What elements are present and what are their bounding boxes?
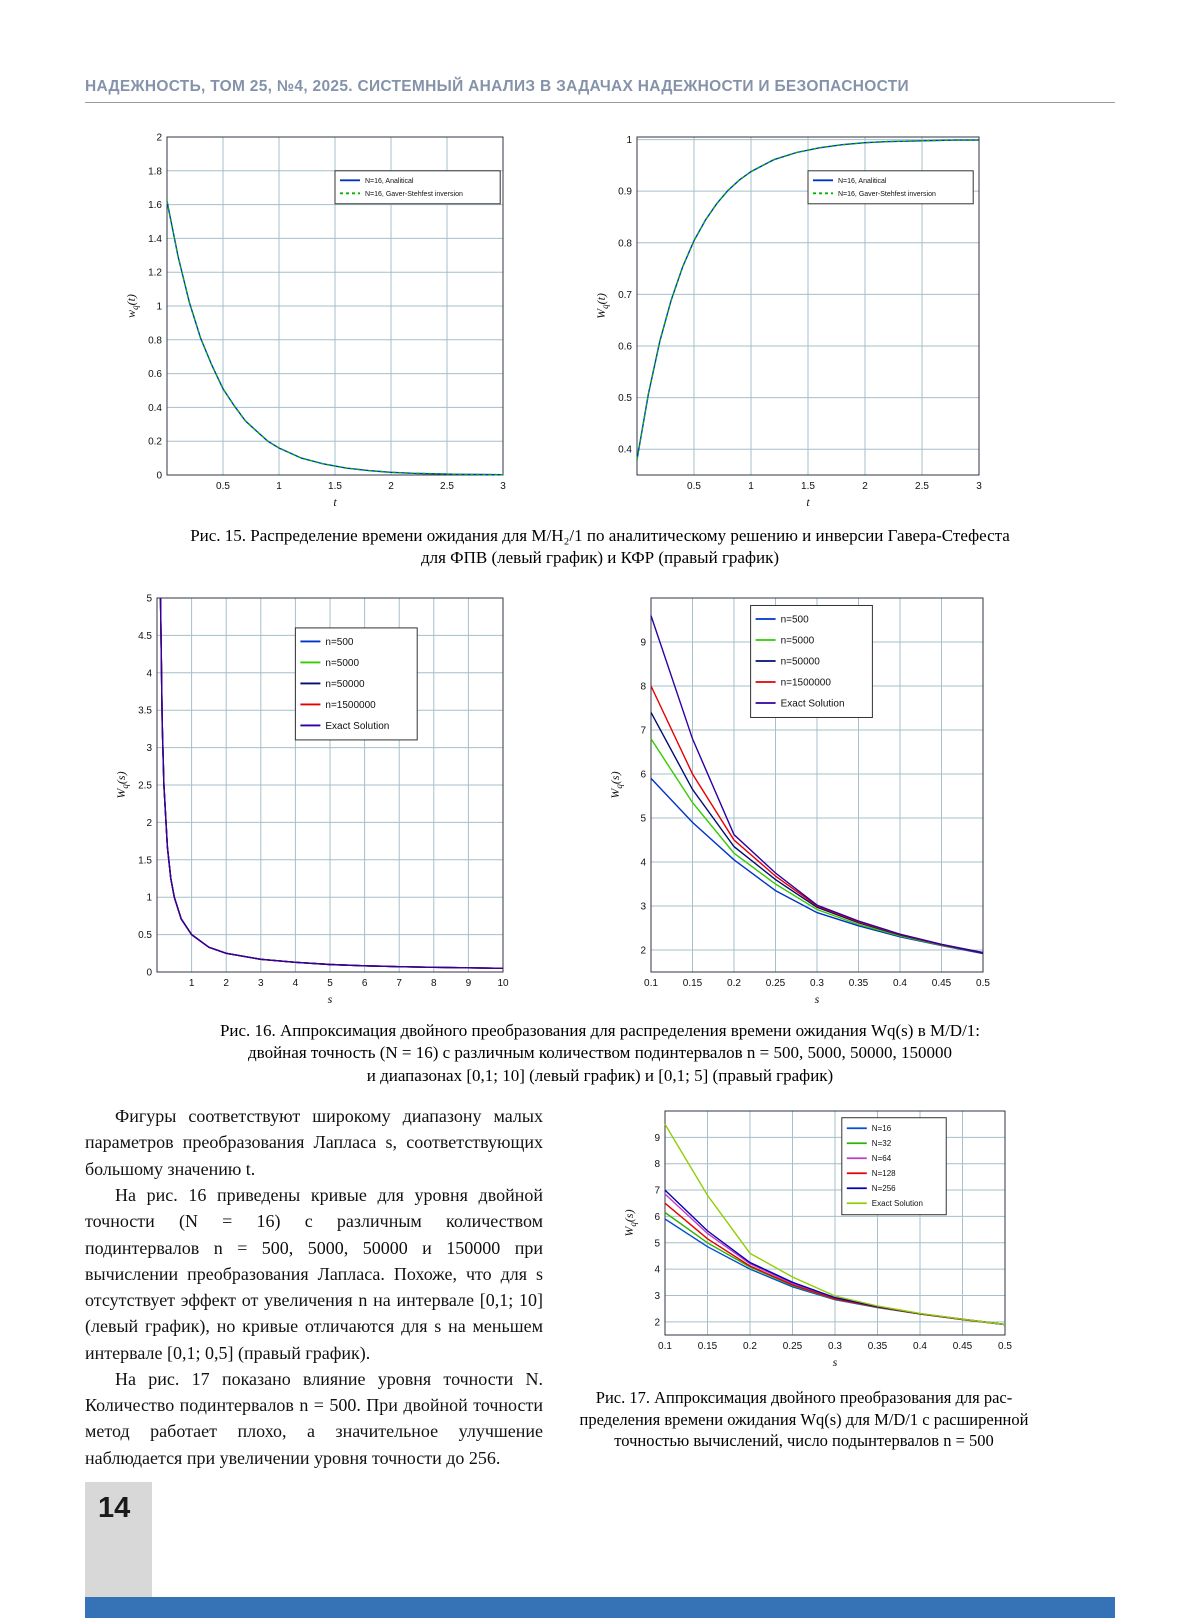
svg-text:1.2: 1.2 — [148, 267, 162, 279]
svg-text:0.2: 0.2 — [727, 977, 741, 989]
fig15-right-chart — [593, 129, 991, 511]
svg-text:n=1500000: n=1500000 — [780, 677, 831, 689]
footer-bar — [85, 1597, 1115, 1618]
svg-text:N=16, Analitical: N=16, Analitical — [838, 177, 887, 185]
body-paragraph: Фигуры соответствуют широкому диапазону малых параметров преобразования Лапласа s, соответствующих большому значению t. — [85, 1106, 543, 1179]
svg-text:n=5000: n=5000 — [325, 657, 360, 669]
caption-line: двойная точность (N = 16) с различным количеством подинтервалов n = 500, 5000, 50000, 150000 — [248, 1043, 952, 1063]
svg-text:Wq(s): $W_q(s)$ — [608, 771, 624, 799]
journal-header-title: НАДЕЖНОСТЬ, ТОМ 25, №4, 2025. СИСТЕМНЫЙ АНАЛИЗ В ЗАДАЧАХ НАДЕЖНОСТИ И БЕЗОПАСНОСТИ — [85, 78, 909, 95]
page-number: 14 — [98, 1492, 131, 1524]
figure-16-row — [85, 590, 1115, 1008]
svg-text:0.2: 0.2 — [148, 436, 162, 448]
fig15-left-chart — [123, 129, 515, 511]
svg-text:1.8: 1.8 — [148, 166, 162, 178]
figure-17-column — [569, 1103, 1039, 1471]
svg-text:2: 2 — [654, 1317, 660, 1329]
svg-text:0.45: 0.45 — [931, 977, 952, 989]
body-text-column — [85, 1103, 543, 1471]
svg-text:0.5: 0.5 — [138, 929, 152, 941]
svg-text:2: 2 — [223, 977, 229, 989]
svg-text:1: 1 — [146, 892, 152, 904]
svg-text:0.3: 0.3 — [828, 1341, 842, 1353]
svg-text:4: 4 — [654, 1264, 660, 1276]
svg-text:9: 9 — [465, 977, 472, 989]
svg-text:N=256: N=256 — [871, 1184, 896, 1194]
svg-text:5: 5 — [146, 593, 152, 605]
svg-text:1.5: 1.5 — [801, 481, 815, 492]
svg-text:2.5: 2.5 — [440, 481, 454, 492]
page-number-box — [85, 1482, 152, 1597]
svg-text:n=50000: n=50000 — [325, 678, 365, 690]
fig15-caption — [85, 525, 1115, 570]
svg-text:n=5000: n=5000 — [780, 635, 815, 647]
svg-text:n=50000: n=50000 — [780, 656, 820, 668]
svg-text:8: 8 — [431, 977, 437, 989]
svg-text:0: 0 — [146, 967, 152, 979]
fig17-caption: Рис. 17. Аппроксимация двойного преобразования для распределения времени ожидания Wq(s) для M/D/1 с расширенной точностью вычислений, число подынтервалов n = 500 — [579, 1388, 1029, 1451]
svg-text:5: 5 — [327, 977, 333, 989]
svg-text:0.3: 0.3 — [810, 977, 824, 989]
svg-text:9: 9 — [640, 637, 646, 649]
caption-line: и диапазонах [0,1; 10] (левый график) и [0,1; 5] (правый график) — [366, 1065, 834, 1085]
svg-text:3.5: 3.5 — [138, 705, 152, 717]
svg-text:0.5: 0.5 — [687, 481, 701, 492]
svg-text:6: 6 — [654, 1212, 660, 1224]
svg-text:0.5: 0.5 — [998, 1341, 1012, 1353]
svg-text:2.5: 2.5 — [138, 780, 152, 792]
fig16-caption — [85, 1020, 1115, 1087]
svg-text:10: 10 — [497, 977, 509, 989]
svg-text:0.4: 0.4 — [913, 1341, 927, 1353]
svg-text:Wq(t): $W_q(t)$ — [594, 293, 610, 319]
svg-text:Exact Solution: Exact Solution — [871, 1199, 923, 1209]
svg-text:N=64: N=64 — [871, 1154, 892, 1164]
svg-text:0.5: 0.5 — [216, 481, 230, 492]
svg-text:0.35: 0.35 — [848, 977, 869, 989]
body-paragraph: На рис. 17 показано влияние уровня точности N. Количество подинтервалов n = 500. При двойной точности метод работает плохо, а значительное улучшение наблюдается при увеличении уровня точности до 256. — [85, 1368, 543, 1468]
svg-text:s: s — [832, 1355, 838, 1370]
svg-text:2: 2 — [146, 817, 152, 829]
svg-text:0.5: 0.5 — [976, 977, 990, 989]
svg-text:n=500: n=500 — [325, 636, 354, 648]
svg-text:1.5: 1.5 — [138, 855, 152, 867]
svg-text:N=16, Analitical: N=16, Analitical — [365, 177, 414, 185]
svg-text:3: 3 — [500, 481, 506, 492]
svg-text:0.15: 0.15 — [682, 977, 703, 989]
svg-text:6: 6 — [361, 977, 368, 989]
svg-text:N=32: N=32 — [871, 1139, 892, 1149]
svg-text:4: 4 — [292, 977, 299, 989]
svg-text:0.2: 0.2 — [743, 1341, 757, 1353]
svg-text:0.4: 0.4 — [893, 977, 907, 989]
svg-text:N=16: N=16 — [871, 1124, 892, 1134]
svg-text:N=16, Gaver-Stehfest inversion: N=16, Gaver-Stehfest inversion — [365, 190, 463, 198]
svg-text:0.6: 0.6 — [618, 341, 632, 353]
svg-text:0.5: 0.5 — [618, 393, 632, 405]
header-divider — [85, 102, 1115, 103]
svg-text:0.8: 0.8 — [148, 335, 162, 347]
svg-text:0.8: 0.8 — [618, 238, 632, 250]
figure-17-wrap — [621, 1103, 1039, 1371]
svg-text:8: 8 — [654, 1159, 660, 1171]
svg-text:Wq(s): $W_q(s)$ — [622, 1209, 638, 1237]
svg-text:5: 5 — [654, 1238, 660, 1250]
svg-text:2.5: 2.5 — [915, 481, 929, 492]
svg-text:4.5: 4.5 — [138, 630, 152, 642]
svg-text:4: 4 — [146, 668, 152, 680]
page-header — [85, 78, 1115, 103]
caption-line: Рис. 16. Аппроксимация двойного преобразования для распределения времени ожидания Wq(s) в M/D/1: — [219, 1020, 981, 1040]
svg-text:7: 7 — [396, 977, 402, 989]
fig16-right-chart — [607, 590, 995, 1008]
svg-text:t: t — [333, 495, 337, 509]
svg-text:6: 6 — [640, 769, 646, 781]
svg-text:0: 0 — [156, 470, 162, 482]
svg-text:0.6: 0.6 — [148, 369, 162, 381]
svg-text:s: s — [814, 991, 820, 1006]
svg-text:1: 1 — [156, 301, 162, 313]
svg-text:3: 3 — [258, 977, 264, 989]
svg-text:s: s — [327, 991, 333, 1006]
svg-text:3: 3 — [146, 742, 152, 754]
svg-text:1: 1 — [188, 977, 195, 989]
svg-text:n=500: n=500 — [780, 614, 809, 626]
fig16-left-chart — [113, 590, 515, 1008]
svg-text:N=16, Gaver-Stehfest inversion: N=16, Gaver-Stehfest inversion — [838, 190, 936, 198]
svg-text:0.1: 0.1 — [644, 977, 658, 989]
svg-text:1.4: 1.4 — [148, 233, 162, 245]
svg-text:0.7: 0.7 — [618, 289, 632, 301]
svg-text:2: 2 — [156, 132, 162, 144]
svg-text:0.25: 0.25 — [782, 1341, 803, 1353]
svg-text:1.5: 1.5 — [328, 481, 342, 492]
svg-text:0.15: 0.15 — [697, 1341, 718, 1353]
svg-text:7: 7 — [640, 725, 646, 737]
svg-text:3: 3 — [976, 481, 982, 492]
svg-text:0.9: 0.9 — [618, 186, 632, 198]
svg-text:3: 3 — [640, 901, 646, 913]
two-column-block — [85, 1103, 1115, 1471]
svg-text:1: 1 — [276, 481, 282, 492]
caption-line: для ФПВ (левый график) и КФР (правый график) — [420, 548, 779, 568]
body-paragraph: На рис. 16 приведены кривые для уровня двойной точности (N = 16) с различным количеством подинтервалов n = 500, 5000, 50000 и 150000 при вычислении преобразования Лапласа. Похоже, что для s отсутствует эффект от увеличения n на интервале [0,1; 10] (левый график), но кривые отличаются для s на меньшем интервале [0,1; 0,5] (правый график). — [85, 1184, 543, 1363]
svg-text:0.45: 0.45 — [952, 1341, 973, 1353]
svg-text:wq(t): $w_q(t)$ — [124, 294, 140, 318]
svg-text:0.4: 0.4 — [148, 402, 162, 414]
svg-text:0.1: 0.1 — [658, 1341, 672, 1353]
svg-text:N=128: N=128 — [871, 1169, 896, 1179]
svg-text:Exact Solution: Exact Solution — [780, 698, 845, 710]
svg-text:8: 8 — [640, 681, 646, 693]
svg-text:0.4: 0.4 — [618, 444, 632, 456]
svg-text:2: 2 — [640, 945, 646, 957]
svg-text:2: 2 — [388, 481, 394, 492]
caption-line: Рис. 15. Распределение времени ожидания для M/H₂/1 по аналитическому решению и инверсии Гавера-Стефеста — [190, 526, 1010, 545]
svg-text:1: 1 — [748, 481, 754, 492]
svg-text:Wq(s): $W_q(s)$ — [114, 771, 130, 799]
svg-text:n=1500000: n=1500000 — [325, 699, 376, 711]
svg-text:t: t — [806, 495, 810, 509]
svg-text:0.35: 0.35 — [867, 1341, 888, 1353]
svg-text:7: 7 — [654, 1185, 660, 1197]
svg-text:Exact Solution: Exact Solution — [325, 720, 390, 732]
fig17-chart — [621, 1103, 1017, 1371]
svg-text:2: 2 — [862, 481, 868, 492]
svg-text:9: 9 — [654, 1133, 660, 1145]
svg-text:3: 3 — [654, 1291, 660, 1303]
svg-text:5: 5 — [640, 813, 646, 825]
figure-15-row — [85, 129, 1115, 511]
svg-text:0.25: 0.25 — [765, 977, 786, 989]
svg-text:1: 1 — [626, 135, 632, 147]
svg-text:1.6: 1.6 — [148, 200, 162, 212]
svg-text:4: 4 — [640, 857, 646, 869]
